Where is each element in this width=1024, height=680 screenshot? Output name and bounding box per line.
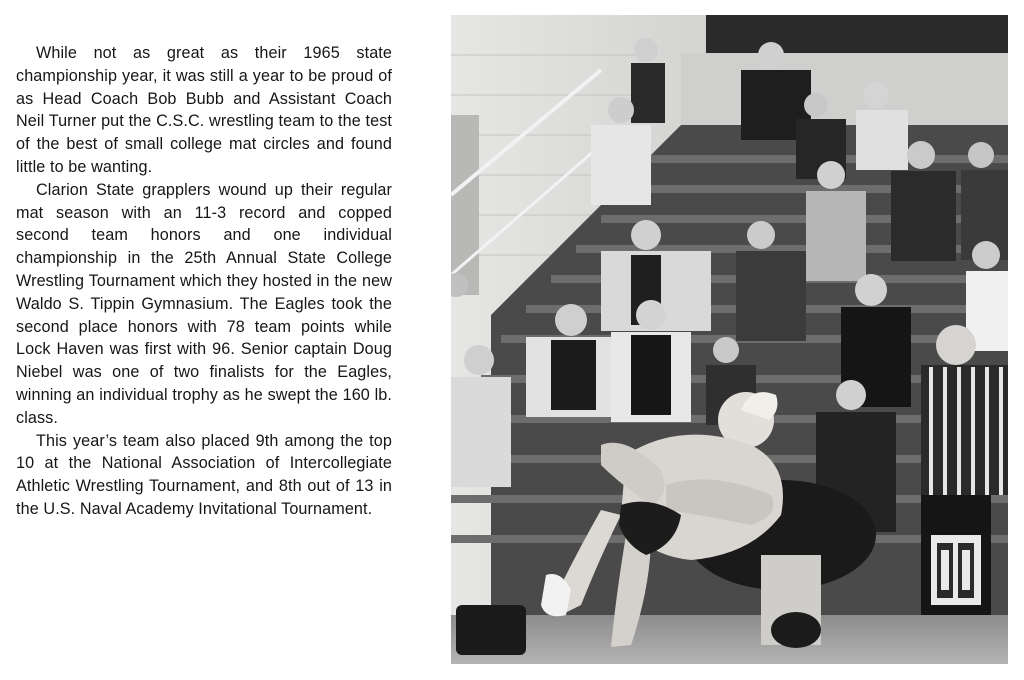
score-box: [931, 535, 981, 605]
wrestling-photo: [451, 15, 1008, 664]
wrestling-photo-illustration: [451, 15, 1008, 664]
article-paragraph-1: While not as great as their 1965 state championship year, it was still a year to be proud of as Head Coach Bob Bubb and Assistant Coach Neil Turner put the C.S.C. wrestling team to the test of the best of small college mat circles and found little to be wanting.: [16, 44, 392, 176]
article-paragraph-3: This year’s team also placed 9th among the top 10 at the National Association of Intercollegiate Athletic Wrestling Tournament, and 8th out of 13 in the U.S. Naval Academy Invitational Tournament.: [16, 431, 392, 518]
floor-bag: [456, 605, 526, 655]
mat-floor: [451, 615, 1008, 664]
article-text: [16, 42, 392, 521]
upper-balcony: [706, 15, 1008, 53]
doorway: [451, 115, 479, 295]
article-paragraph-2: Clarion State grapplers wound up their regular mat season with an 11-3 record and copped second team honors and one individual championship in the 25th Annual State College Wrestling Tournament which they hosted in the new Waldo S. Tippin Gymnasium. The Eagles took the second place honors with 78 team points while Lock Haven was first with 96. Senior captain Doug Niebel was one of two finalists for the Eagles, winning an individual trophy as he swept the 160 lb. class.: [16, 180, 392, 427]
